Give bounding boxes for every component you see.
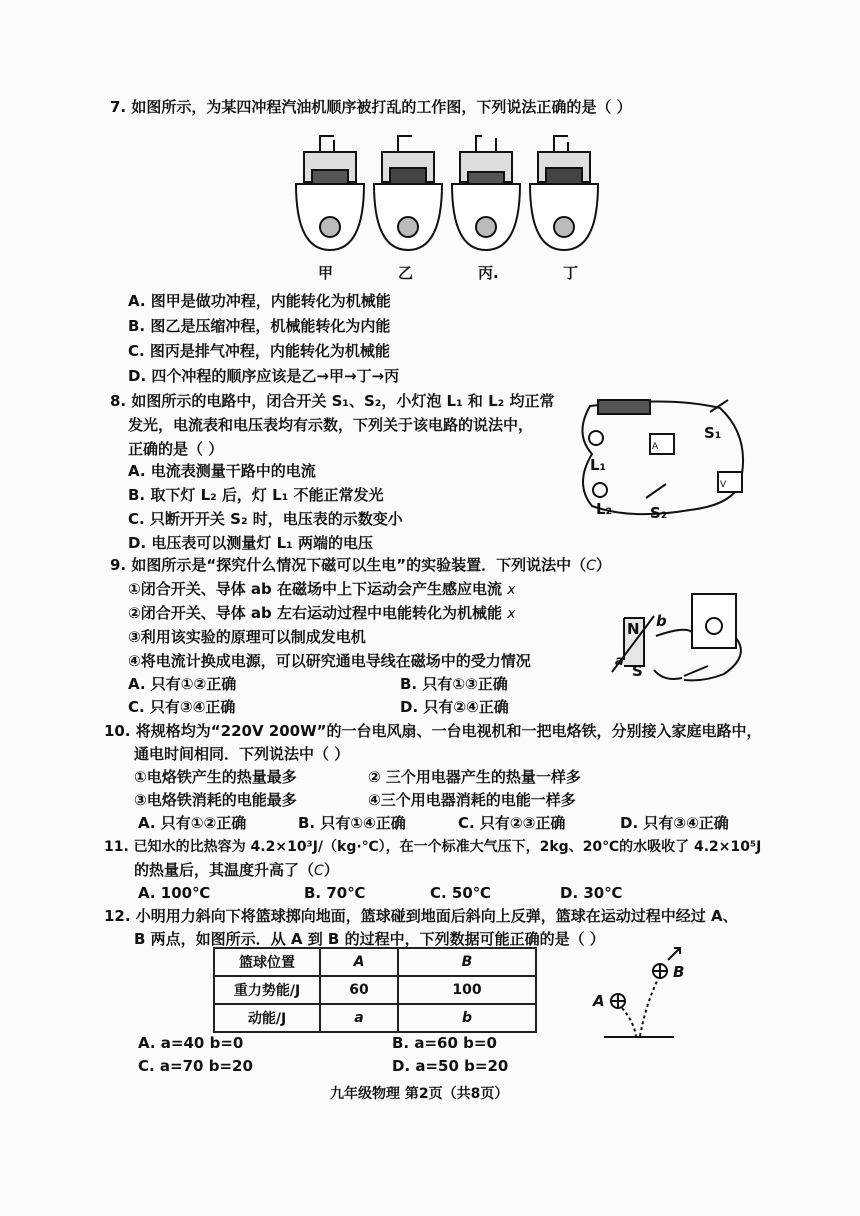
engine-yi: [374, 136, 442, 250]
option: C. 只断开开关 S₂ 时，电压表的示数变小: [128, 510, 403, 528]
option: D. 30℃: [560, 884, 623, 902]
q12-stem-line: B 两点，如图所示．从 A 到 B 的过程中，下列数据可能正确的是（ ）: [134, 930, 605, 948]
engine-stroke-diagram: [290, 132, 610, 258]
label-l1: L₁: [590, 456, 607, 474]
option: B. 取下灯 L₂ 后，灯 L₁ 不能正常发光: [128, 486, 384, 504]
label-n: N: [627, 620, 640, 638]
energy-table: [213, 947, 537, 1033]
option: C. 只有③④正确: [128, 698, 236, 716]
answer-mark: C: [586, 558, 596, 574]
option: A. a=40 b=0: [138, 1034, 244, 1052]
option: C. 50℃: [430, 884, 491, 902]
option: D. 只有②④正确: [400, 698, 509, 716]
label-s: S: [632, 662, 643, 680]
answer-mark: C: [314, 863, 324, 879]
switch-s2-icon: [646, 484, 666, 498]
q9-item: [128, 602, 516, 625]
option: C. a=70 b=20: [138, 1057, 253, 1075]
option: A. 只有①②正确: [128, 675, 237, 693]
table-cell: A: [320, 948, 398, 976]
option: B. 只有①③正确: [400, 675, 508, 693]
table-row: [214, 1004, 536, 1032]
q10-item: ② 三个用电器产生的热量一样多: [368, 768, 581, 786]
engine-bing: [452, 136, 520, 250]
engine-label: 丁: [563, 264, 579, 282]
q11-stem-line: 11. 已知水的比热容为 4.2×10³J/（kg·℃），在一个标准大气压下，2kg、20℃的水吸收了 4.2×10⁵J: [104, 839, 762, 855]
wrong-mark: x: [507, 582, 516, 598]
option: C. 只有②③正确: [458, 814, 566, 832]
option: A. 图甲是做功冲程，内能转化为机械能: [128, 292, 391, 310]
table-cell: B: [398, 948, 536, 976]
option: D. 四个冲程的顺序应该是乙→甲→丁→丙: [128, 367, 400, 385]
label-a: a: [615, 654, 624, 669]
q10-item: ①电烙铁产生的热量最多: [134, 768, 297, 786]
option: D. a=50 b=20: [392, 1057, 509, 1075]
svg-text:V: V: [720, 480, 727, 490]
galvanometer-icon: [692, 594, 736, 648]
q11-stem-text: 的热量后，其温度升高了（: [134, 861, 315, 879]
engine-label: 丙.: [478, 264, 499, 282]
table-cell: a: [320, 1004, 398, 1032]
q9-item: [128, 578, 516, 601]
svg-text:A: A: [652, 442, 659, 452]
bulb-l2-icon: [593, 483, 607, 497]
q11-stem-line: [134, 859, 339, 882]
q10-stem-line: 通电时间相同．下列说法中（ ）: [134, 745, 350, 763]
option: B. 图乙是压缩冲程，机械能转化为内能: [128, 317, 391, 335]
option: A. 100℃: [138, 884, 211, 902]
label-b: B: [673, 963, 685, 981]
q9-stem: [110, 554, 611, 577]
q10-item: ③电烙铁消耗的电能最多: [134, 791, 297, 809]
q9-item: ④将电流计换成电源，可以研究通电导线在磁场中的受力情况: [128, 652, 531, 670]
option: B. 70℃: [304, 884, 366, 902]
battery-icon: [598, 400, 650, 414]
option: B. 只有①④正确: [298, 814, 406, 832]
q10-stem-line: 10. 将规格均为“220V 200W”的一台电风扇、一台电视机和一把电烙铁，分别接入家庭电路中，: [104, 722, 762, 740]
switch-icon: [684, 666, 708, 676]
label-b: b: [656, 612, 667, 630]
basketball-bounce-diagram: [596, 944, 696, 1044]
option: B. a=60 b=0: [392, 1034, 497, 1052]
engine-jia: [296, 136, 364, 250]
label-s1: S₁: [704, 424, 722, 442]
q11-stem-end: ）: [323, 861, 339, 879]
label-l2: L₂: [596, 500, 613, 518]
q9-item: ③利用该实验的原理可以制成发电机: [128, 628, 366, 646]
table-row: [214, 948, 536, 976]
q9-item-text: ②闭合开关、导体 ab 左右运动过程中电能转化为机械能: [128, 604, 503, 622]
table-cell: 100: [398, 976, 536, 1004]
q7-stem: 7. 如图所示，为某四冲程汽油机顺序被打乱的工作图，下列说法正确的是（ ）: [110, 98, 632, 116]
table-row: [214, 976, 536, 1004]
q9-stem-text: 9. 如图所示是“探究什么情况下磁可以生电”的实验装置．下列说法中（: [110, 556, 587, 574]
bulb-l1-icon: [589, 431, 603, 445]
q9-item-text: ①闭合开关、导体 ab 在磁场中上下运动会产生感应电流: [128, 580, 503, 598]
option: D. 电压表可以测量灯 L₁ 两端的电压: [128, 534, 373, 552]
wrong-mark: x: [507, 606, 516, 622]
table-cell: 篮球位置: [214, 948, 320, 976]
table-cell: 60: [320, 976, 398, 1004]
label-s2: S₂: [650, 504, 668, 522]
table-cell: b: [398, 1004, 536, 1032]
q12-stem-line: 12. 小明用力斜向下将篮球掷向地面，篮球碰到地面后斜向上反弹，篮球在运动过程中经过 A、: [104, 907, 738, 925]
option: A. 只有①②正确: [138, 814, 247, 832]
label-a: A: [593, 992, 605, 1010]
option: C. 图丙是排气冲程，内能转化为机械能: [128, 342, 390, 360]
table-cell: 重力势能/J: [214, 976, 320, 1004]
q8-stem-line: 正确的是（ ）: [128, 440, 224, 458]
engine-ding: [530, 136, 598, 250]
q8-stem-line: 8. 如图所示的电路中，闭合开关 S₁、S₂，小灯泡 L₁ 和 L₂ 均正常: [110, 392, 555, 410]
q8-stem-line: 发光，电流表和电压表均有示数，下列关于该电路的说法中，: [128, 416, 534, 434]
q10-item: ④三个用电器消耗的电能一样多: [368, 791, 576, 809]
engine-label: 乙: [398, 264, 414, 282]
arrow-icon: [668, 948, 680, 960]
table-cell: 动能/J: [214, 1004, 320, 1032]
engine-label: 甲: [318, 264, 334, 282]
page-footer: 九年级物理 第2页（共8页）: [330, 1086, 509, 1102]
option: A. 电流表测量干路中的电流: [128, 462, 316, 480]
q9-stem-end: ）: [595, 556, 611, 574]
option: D. 只有③④正确: [620, 814, 729, 832]
